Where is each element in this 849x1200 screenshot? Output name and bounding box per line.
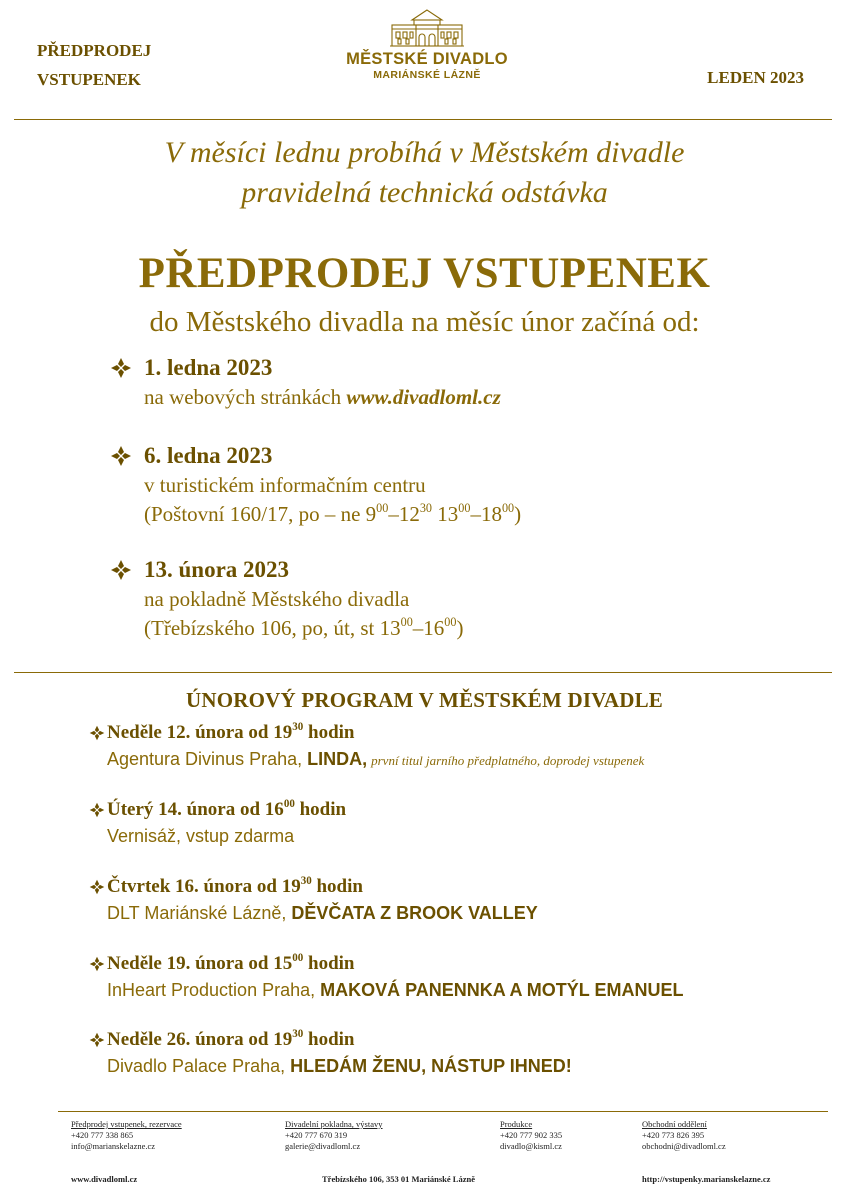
event-title: MAKOVÁ PANENNKA A MOTÝL EMANUEL [320, 980, 684, 1000]
footer-tickets-link[interactable]: http://vstupenky.marianskelazne.cz [642, 1174, 771, 1184]
footer-email[interactable]: divadlo@kisml.cz [500, 1141, 562, 1151]
event-title: DĚVČATA Z BROOK VALLEY [291, 903, 538, 923]
event-organizer: DLT Mariánské Lázně, [107, 903, 292, 923]
sale-hours: (Třebízského 106, po, út, st $13^{00}-16^{00}$) [144, 614, 464, 640]
page-title: PŘEDPRODEJ VSTUPENEK [138, 250, 711, 297]
sale-date: 1. ledna 2023 [144, 355, 273, 380]
footer-label: Předprodej vstupenek, rezervace [71, 1119, 182, 1129]
sale-item [110, 353, 760, 412]
diamond-bullet-icon [110, 559, 132, 581]
diamond-bullet-icon [89, 956, 105, 972]
diamond-bullet-icon [110, 357, 132, 379]
intro-line2: pravidelná technická odstávka [241, 176, 608, 209]
event-item [89, 720, 829, 774]
event-title: HLEDÁM ŽENU, NÁSTUP IHNED! [290, 1056, 572, 1076]
event-organizer: Vernisáž, vstup zdarma [107, 826, 295, 846]
logo [337, 8, 517, 82]
header-left-line1: PŘEDPRODEJ [37, 41, 152, 60]
header-left-line2: VSTUPENEK [37, 70, 141, 89]
footer-contact [642, 1119, 726, 1152]
logo-title: MĚSTSKÉ DIVADLO [346, 50, 508, 68]
diamond-bullet-icon [110, 445, 132, 467]
event-date: Neděle 26. února od $19^{30}$ hodin [107, 1027, 355, 1050]
sale-date: 13. února 2023 [144, 557, 290, 582]
footer-label: Produkce [500, 1119, 533, 1129]
sale-hours: (Poštovní 160/17, po – ne $9^{00}-12^{30}$ $13^{00}-18^{00}$) [144, 500, 522, 526]
header-month: LEDEN 2023 [707, 68, 804, 87]
footer-email[interactable]: obchodni@divadloml.cz [642, 1141, 726, 1151]
sale-line: v turistickém informačním centru [144, 473, 426, 497]
footer-label: Obchodní oddělení [642, 1119, 707, 1129]
footer-phone[interactable]: +420 777 902 335 [500, 1130, 563, 1140]
sale-line: na pokladně Městského divadla [144, 587, 410, 611]
footer-label: Divadelní pokladna, výstavy [285, 1119, 383, 1129]
website-link[interactable]: www.divadloml.cz [346, 385, 501, 409]
footer-phone[interactable]: +420 777 670 319 [285, 1130, 348, 1140]
program-title: ÚNOROVÝ PROGRAM V MĚSTSKÉM DIVADLE [185, 688, 663, 712]
event-organizer: InHeart Production Praha, [107, 980, 321, 1000]
footer-divider [58, 1111, 828, 1112]
event-item [89, 1027, 829, 1079]
sale-line: na webových stránkách [144, 385, 347, 409]
event-date: Úterý 14. února od $16^{00}$ hodin [107, 797, 347, 820]
page-subtitle: do Městského divadla na měsíc únor začíná od: [149, 306, 700, 338]
event-item [89, 797, 829, 849]
diamond-bullet-icon [89, 802, 105, 818]
logo-subtitle: MARIÁNSKÉ LÁZNĚ [373, 69, 481, 81]
header-divider [14, 119, 832, 120]
program-divider [14, 672, 832, 673]
footer-website[interactable]: www.divadloml.cz [71, 1174, 138, 1184]
sale-item [110, 555, 760, 643]
footer-address: Třebízského 106, 353 01 Mariánské Lázně [322, 1174, 475, 1184]
footer-contact [71, 1119, 182, 1152]
event-date: Čtvrtek 16. února od $19^{30}$ hodin [107, 874, 363, 897]
event-date: Neděle 12. února od $19^{30}$ hodin [107, 720, 355, 743]
sale-item [110, 441, 760, 529]
footer-phone[interactable]: +420 773 826 395 [642, 1130, 705, 1140]
theater-building-icon [388, 8, 466, 48]
footer-contact [285, 1119, 383, 1152]
intro-line1: V měsíci lednu probíhá v Městském divadle [164, 136, 685, 169]
event-organizer: Agentura Divinus Praha, [107, 749, 308, 769]
event-item [89, 951, 829, 1003]
event-organizer: Divadlo Palace Praha, [107, 1056, 291, 1076]
footer-phone[interactable]: +420 777 338 865 [71, 1130, 134, 1140]
event-note: první titul jarního předplatného, doprodej vstupenek [371, 753, 645, 768]
event-title: LINDA, [307, 749, 368, 769]
header-left [37, 36, 151, 94]
sale-date: 6. ledna 2023 [144, 443, 273, 468]
event-item [89, 874, 829, 926]
event-date: Neděle 19. února od $15^{00}$ hodin [107, 951, 355, 974]
footer-contact [500, 1119, 562, 1152]
footer-email[interactable]: info@marianskelazne.cz [71, 1141, 156, 1151]
diamond-bullet-icon [89, 879, 105, 895]
diamond-bullet-icon [89, 1032, 105, 1048]
diamond-bullet-icon [89, 725, 105, 741]
footer-email[interactable]: galerie@divadloml.cz [285, 1141, 361, 1151]
intro [0, 133, 849, 213]
